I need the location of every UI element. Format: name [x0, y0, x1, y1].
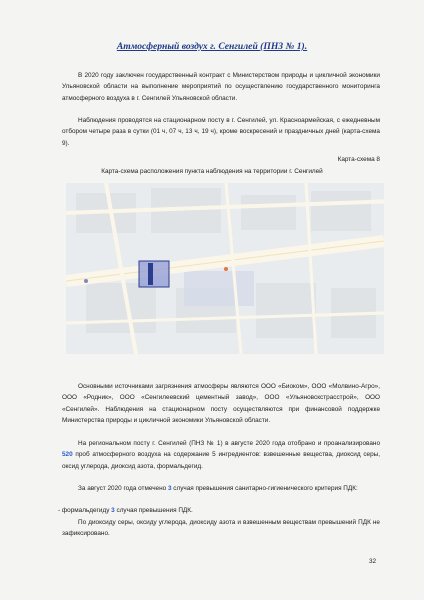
- samples-paragraph: [62, 438, 380, 472]
- city-block: [86, 283, 156, 333]
- map-caption: Карта-схема расположения пункта наблюдения на территории г. Сенгилей: [101, 168, 323, 175]
- location-map: [66, 183, 384, 354]
- city-block: [256, 283, 316, 338]
- city-block: [311, 191, 371, 231]
- pollution-sources-paragraph: Основными источниками загрязнения атмосферы являются ООО «Биоком», ООО «Молвино-Агро», ООО «Родник», ООО «Сенгилеевский цементный завод», ООО «Ульяновскстрасстрой», ООО «Сенгилей». Наблюдения на стационарном посту осуществляются при финансовой поддержке Министерства природы и цикличной экономики Ульяновской области.: [62, 383, 380, 424]
- city-block: [184, 271, 254, 306]
- map-label: Карта-схема 8: [337, 156, 380, 163]
- page-number: 32: [369, 558, 377, 565]
- monitoring-post-marker: [148, 263, 153, 285]
- formaldehyde-list-item: [58, 505, 376, 516]
- station-area: [139, 261, 169, 287]
- samples-text-after: проб атмосферного воздуха на содержание 5 ингредиентов: взвешенные вещества, диоксид серы, оксид углерода, диоксид азота, формальдегид.: [62, 451, 380, 470]
- list-count: 3: [111, 507, 115, 514]
- city-block: [241, 195, 296, 230]
- samples-count: 520: [62, 451, 73, 459]
- intro-paragraph-contract: В 2020 году заключен государственный контракт с Министерством природы и цикличной экономики Ульяновской области на выполнение мероприятий по осуществлению государственного мониторинга атмосферного воздуха в г. Сенгилей Ульяновской области.: [62, 72, 380, 102]
- list-text-after: случая превышения ПДК.: [114, 507, 193, 514]
- exceedance-count: 3: [167, 485, 172, 492]
- exceedance-paragraph: [62, 483, 380, 494]
- intro-paragraph-observations: Наблюдения проводятся на стационарном посту в г. Сенгилей, ул. Красноармейская, с ежедневным отбором четыре раза в сутки (01 ч, 07 ч, 13 ч, 19 ч), кроме воскресений и праздничных дней (карта-схема 9).: [62, 117, 380, 147]
- conclusion-paragraph: По диоксиду серы, оксиду углерода, диоксиду азота и взвешенным веществам превышений ПДК не зафиксировано.: [62, 519, 380, 538]
- page-title: Атмосферный воздух г. Сенгилей (ПНЗ № 1).: [116, 41, 308, 52]
- poi-marker: [224, 267, 228, 271]
- map-drawing: [66, 183, 384, 354]
- poi-marker: [84, 279, 88, 283]
- exceedance-text-before: За август 2020 года отмечено: [78, 485, 168, 492]
- samples-text-before: На региональном посту г. Сенгилей (ПНЗ № 1) в августе 2020 года отобрано и проанализировано: [78, 440, 380, 447]
- list-text-before: - формальдегиду: [58, 507, 112, 514]
- exceedance-text-after: случая превышения санитарно-гигиенического критерия ПДК:: [171, 485, 358, 492]
